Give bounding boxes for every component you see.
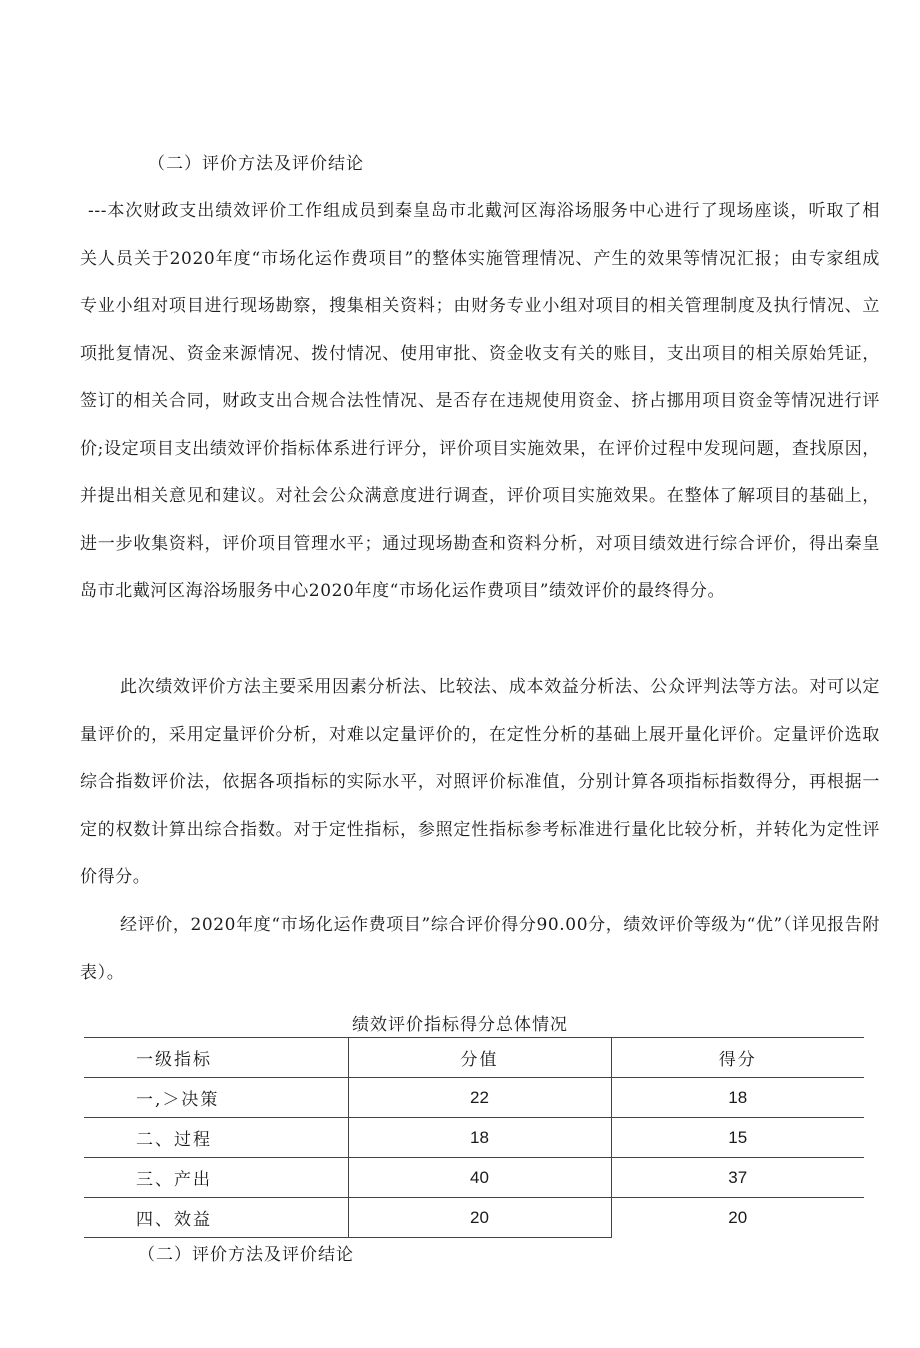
cell-score: 18 (611, 1078, 864, 1118)
footer-heading: （二）评价方法及评价结论 (138, 1245, 354, 1265)
header-weight: 分值 (348, 1038, 611, 1078)
paragraph-evaluation-result: 经评价，2020年度“市场化运作费项目”综合评价得分90.00分，绩效评价等级为“优”（详见报告附表）。 (80, 915, 880, 983)
cell-score: 37 (611, 1158, 864, 1198)
cell-weight: 22 (348, 1078, 611, 1118)
cell-score: 20 (611, 1198, 864, 1238)
section-heading: （二）评价方法及评价结论 (148, 154, 364, 174)
header-indicator: 一级指标 (84, 1038, 348, 1078)
cell-indicator: 四、效益 (84, 1198, 348, 1238)
header-score: 得分 (611, 1038, 864, 1078)
cell-indicator: 三、产出 (84, 1158, 348, 1198)
paragraph-evaluation-process: ---本次财政支出绩效评价工作组成员到秦皇岛市北戴河区海浴场服务中心进行了现场座谈，听取了相关人员关于2020年度“市场化运作费项目”的整体实施管理情况、产生的效果等情况汇报；由专家组成专业小组对项目进行现场勘察，搜集相关资料；由财务专业小组对项目的相关管理制度及执行情况、立项批复情况、资金来源情况、拨付情况、使用审批、资金收支有关的账目，支出项目的相关原始凭证，签订的相关合同，财政支出合规合法性情况、是否存在违规使用资金、挤占挪用项目资金等情况进行评价;设定项目支出绩效评价指标体系进行评分，评价项目实施效果，在评价过程中发现问题，查找原因，并提出相关意见和建议。对社会公众满意度进行调查，评价项目实施效果。在整体了解项目的基础上，进一步收集资料，评价项目管理水平；通过现场勘查和资料分析，对项目绩效进行综合评价，得出秦皇岛市北戴河区海浴场服务中心2020年度“市场化运作费项目”绩效评价的最终得分。 (80, 201, 880, 601)
cell-weight: 40 (348, 1158, 611, 1198)
cell-indicator: 一,＞决策 (84, 1078, 348, 1118)
table-header-row (84, 1038, 864, 1078)
score-table (84, 1037, 864, 1238)
cell-score: 15 (611, 1118, 864, 1158)
table-row (84, 1158, 864, 1198)
paragraph-evaluation-method: 此次绩效评价方法主要采用因素分析法、比较法、成本效益分析法、公众评判法等方法。对可以定量评价的，采用定量评价分析，对难以定量评价的，在定性分析的基础上展开量化评价。定量评价选取综合指数评价法，依据各项指标的实际水平，对照评价标准值，分别计算各项指标指数得分，再根据一定的权数计算出综合指数。对于定性指标，参照定性指标参考标准进行量化比较分析，并转化为定性评价得分。 (80, 677, 880, 887)
table-title: 绩效评价指标得分总体情况 (352, 1015, 568, 1035)
table-row (84, 1118, 864, 1158)
table-row (84, 1198, 864, 1238)
table-row (84, 1078, 864, 1118)
cell-indicator: 二、过程 (84, 1118, 348, 1158)
cell-weight: 20 (348, 1198, 611, 1238)
cell-weight: 18 (348, 1118, 611, 1158)
